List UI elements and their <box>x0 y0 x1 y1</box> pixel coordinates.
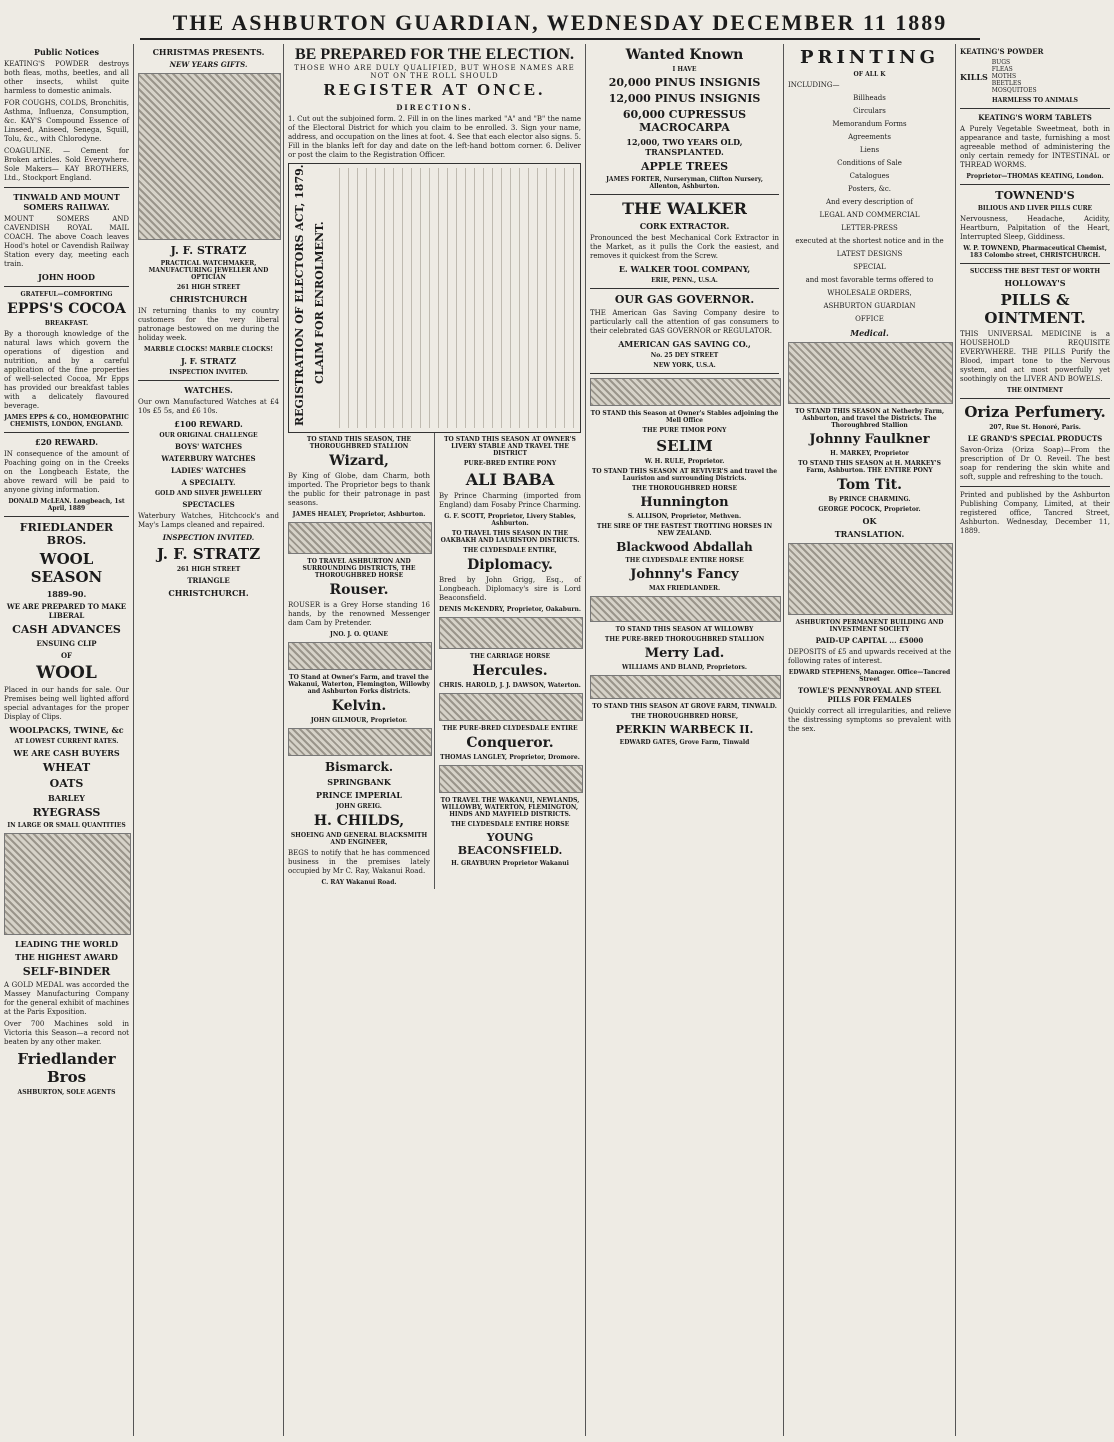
column-3 <box>284 44 586 1436</box>
prepared-line: WE ARE PREPARED TO MAKE LIBERAL <box>6 602 127 620</box>
printing-item: OFFICE <box>855 315 884 323</box>
hercules-signature: CHRIS. HAROLD, J. J. DAWSON, Waterton. <box>439 682 581 689</box>
wizard-text: By King of Globe, dam Charm, both imported. The Proprietor begs to thank the public for their patronage in past seasons. <box>288 472 430 507</box>
johnnys-head: THE CLYDESDALE ENTIRE HORSE <box>625 557 744 564</box>
watches-text: Our own Manufactured Watches at £4 10s £5 5s, and £6 10s. <box>138 398 279 415</box>
wheat-heading: WHEAT <box>42 761 91 774</box>
leading-text: A GOLD MEDAL was accorded the Massey Manufacturing Company for the general exhibit of machines at the Paris Exposition. <box>4 981 129 1016</box>
oats-heading: OATS <box>49 777 84 790</box>
prince-heading: PRINCE IMPERIAL <box>316 790 402 800</box>
hunnington-signature: S. ALLISON, Proprietor, Methven. <box>627 513 742 520</box>
stratz-address-2: 261 HIGH STREET <box>176 566 241 573</box>
stratz-trade: PRACTICAL WATCHMAKER, MANUFACTURING JEWELLER AND OPTICIAN <box>148 260 269 281</box>
ryegrass-heading: RYEGRASS <box>32 806 101 819</box>
harmless-label: HARMLESS TO ANIMALS <box>992 97 1078 104</box>
gas-company: AMERICAN GAS SAVING CO., <box>618 339 751 349</box>
childs-heading: H. CHILDS, <box>313 813 405 829</box>
keating-items <box>992 59 1037 94</box>
reward-100-heading: £100 REWARD. <box>174 419 243 429</box>
waterbury-watches: WATERBURY WATCHES <box>161 454 256 463</box>
merry-head: TO STAND THIS SEASON AT WILLOWBY <box>615 626 754 633</box>
keating-item: BUGS <box>991 59 1011 66</box>
of-line: OF <box>60 651 73 660</box>
printing-item: Liens <box>859 146 880 154</box>
gas-governor-text: THE American Gas Saving Company desire to particularly call the attention of gas consumers to their celebrated GAS GOVERNOR or REGULATOR. <box>590 309 779 335</box>
cupressus-2: 12,000, TWO YEARS OLD, TRANSPLANTED. <box>626 137 743 157</box>
horse-engraving-9 <box>788 342 953 404</box>
tomtit-head: TO STAND THIS SEASON at H. MARKEY'S Farm, Ashburton. THE ENTIRE PONY <box>798 460 941 474</box>
epps-subheading: BREAKFAST. <box>44 320 89 327</box>
wool-season-year: 1889-90. <box>46 589 87 599</box>
worm-tablets-text: A Purely Vegetable Sweetmeat, both in appearance and taste, furnishing a most agreeable method of administering the only certain remedy for INTESTINAL or THREAD WORMS. <box>960 125 1110 169</box>
horse-engraving-7 <box>590 596 781 622</box>
printing-list <box>788 94 951 323</box>
those-line: THOSE WHO ARE DULY QUALIFIED, BUT WHOSE NAMES ARE NOT ON THE ROLL SHOULD <box>294 64 575 80</box>
horse-engraving-2 <box>439 617 583 649</box>
printing-item: Conditions of Sale <box>837 159 902 167</box>
printing-item: Posters, &c. <box>848 185 891 193</box>
selim-sub: THE PURE TIMOR PONY <box>642 427 727 434</box>
pony-engraving <box>590 378 781 406</box>
stratz-heading: J. F. STRATZ <box>170 244 247 257</box>
boys-watches: BOYS' WATCHES <box>174 442 243 451</box>
paid-up-capital: PAID-UP CAPITAL ... £5000 <box>815 636 924 645</box>
gas-governor-heading: OUR GAS GOVERNOR. <box>614 293 755 306</box>
keating-item: MOTHS <box>991 73 1017 80</box>
holloway-heading: HOLLOWAY'S <box>1004 278 1066 288</box>
hunnington-sub: THE THOROUGHBRED HORSE <box>631 485 738 492</box>
rouser-heading: Rouser. <box>329 582 389 598</box>
register-heading: REGISTER AT ONCE. <box>323 80 546 99</box>
stratz-address: 261 HIGH STREET <box>176 284 241 291</box>
original-challenge: OUR ORIGINAL CHALLENGE <box>159 432 258 439</box>
printing-item: Billheads <box>853 94 886 102</box>
alibaba-text: By Prince Charming (imported from England) dam Fosaby Prince Charming. <box>439 492 581 509</box>
walker-company: E. WALKER TOOL COMPANY, <box>618 264 751 274</box>
ok-heading: OK <box>862 516 877 526</box>
young-head: TO TRAVEL THE WAKANUI, NEWLANDS, WILLOWBY, WATERTON, FLEMINGTON, HINDS AND MAYFIELD DISTRICTS. <box>440 797 580 818</box>
of-all-kinds: OF ALL K <box>853 71 886 78</box>
diplomacy-text: Bred by John Grigg, Esq., of Longbeach. Diplomacy's sire is Lord Beaconsfield. <box>439 576 581 602</box>
ashburton-society-signature: EDWARD STEPHENS, Manager. Office—Tancred Street <box>788 669 951 683</box>
friedlander-heading: FRIEDLANDER BROS. <box>19 521 114 547</box>
self-binder-heading: SELF-BINDER <box>22 965 111 978</box>
printing-item: And every description of <box>825 198 914 206</box>
printing-item: Circulars <box>853 107 886 115</box>
pinus-1: 20,000 PINUS INSIGNIS <box>608 76 761 89</box>
column-6 <box>956 44 1114 1436</box>
self-binder-engraving <box>4 833 131 935</box>
watches-heading: WATCHES. <box>184 385 233 395</box>
public-notices-heading: Public Notices <box>33 47 99 57</box>
railway-heading: TINWALD AND MOUNT SOMERS RAILWAY. <box>13 192 120 212</box>
ointment-heading: THE OINTMENT <box>1007 387 1063 394</box>
rouser-text: ROUSER is a Grey Horse standing 16 hands, by the renowned Messenger dam Cam by Pretender. <box>288 601 430 627</box>
walker-heading: THE WALKER <box>622 199 747 218</box>
perkin-heading: PERKIN WARBECK II. <box>615 723 754 736</box>
tomtit-signature: GEORGE POCOCK, Proprietor. <box>818 506 921 513</box>
stratz-heading-2: J. F. STRATZ <box>180 356 237 366</box>
diplomacy-sub: THE CLYDESDALE ENTIRE, <box>463 547 557 554</box>
barley-heading: BARLEY <box>47 793 86 803</box>
triangle: TRIANGLE <box>187 576 230 585</box>
cork-heading: CORK EXTRACTOR. <box>639 221 730 231</box>
sole-agents: ASHBURTON, SOLE AGENTS <box>17 1089 116 1096</box>
alibaba-sub: PURE-BRED ENTIRE PONY <box>463 460 557 467</box>
column-4 <box>586 44 784 1436</box>
epps-text: By a thorough knowledge of the natural laws which govern the operations of digestion and nutrition, and by a careful application of the fine properties of well-selected Cocoa, Mr Epps has provided our breakfast tables with a delicately flavoured beverage. <box>4 330 129 410</box>
perkin-sub: THE THOROUGHBRED HORSE, <box>630 713 739 720</box>
printing-item: Agreements <box>848 133 891 141</box>
specialist-engraving <box>788 543 953 615</box>
young-signature: H. GRAYBURN Proprietor Wakanui <box>451 860 569 867</box>
wizard-signature: JAMES HEALEY, Proprietor, Ashburton. <box>292 511 426 518</box>
woolpacks-heading: WOOLPACKS, TWINE, &c <box>9 725 124 735</box>
reward-heading: £20 REWARD. <box>35 437 98 447</box>
johnny-faulkner-signature: H. MARKEY, Proprietor <box>830 450 909 457</box>
highest-award: THE HIGHEST AWARD <box>15 952 118 962</box>
springbank-heading: SPRINGBANK <box>327 777 391 787</box>
diplomacy-head: TO TRAVEL THIS SEASON IN THE OAKBAKH AND LAURISTON DISTRICTS. <box>440 530 580 544</box>
christmas-heading: CHRISTMAS PRESENTS. <box>152 47 265 57</box>
horse-engraving-3 <box>288 642 432 670</box>
imprint: Printed and published by the Ashburton Publishing Company, Limited, at their registered office, Tancred Street, Ashburton. Wednesday, December 11, 1889. <box>960 491 1110 535</box>
keatings-notice: KEATING'S POWDER destroys both fleas, moths, beetles, and all other insects, whilst quite harmless to domestic animals. <box>4 60 129 95</box>
wizard-head: TO STAND THIS SEASON, THE THOROUGHBRED STALLION <box>306 436 412 450</box>
medical-heading: Medical. <box>850 328 889 338</box>
rouser-signature: JNO. J. O. QUANE <box>330 631 388 638</box>
kills-label: KILLS <box>960 71 988 82</box>
townend-signature: W. P. TOWNEND, Pharmaceutical Chemist, 183 Colombo street, CHRISTCHURCH. <box>963 245 1107 259</box>
kelvin-signature: JOHN GILMOUR, Proprietor. <box>310 717 408 724</box>
a-specialty: A SPECIALTY. <box>181 478 236 487</box>
column-2 <box>134 44 284 1436</box>
keating-item: FLEAS <box>991 66 1013 73</box>
horse-engraving-6 <box>439 765 583 793</box>
johnny-faulkner-head: TO STAND THIS SEASON at Netherby Farm, Ashburton, and travel the Districts. The Thoroughbred Stallion <box>794 408 945 429</box>
epps-tagline: GRATEFUL—COMFORTING <box>20 291 113 298</box>
wanted-known: Wanted Known <box>625 47 744 63</box>
keating-item: MOSQUITOES <box>991 87 1037 94</box>
wool-season-heading: WOOL SEASON <box>30 550 103 586</box>
horse-engraving-8 <box>590 675 781 699</box>
printing-item: LETTER-PRESS <box>841 224 898 232</box>
selim-signature: W. H. RULE, Proprietor. <box>644 458 725 465</box>
diplomacy-heading: Diplomacy. <box>467 557 553 573</box>
ensuing-clip: ENSUING CLIP <box>36 639 97 648</box>
printing-item: SPECIAL <box>853 263 886 271</box>
cash-advances-heading: CASH ADVANCES <box>12 623 121 636</box>
conqueror-signature: THOMAS LANGLEY, Proprietor, Dromore. <box>440 754 580 761</box>
merry-lad-heading: Merry Lad. <box>644 646 725 661</box>
over-700-text: Over 700 Machines sold in Victoria this Season—a record not beaten by any other maker. <box>4 1020 129 1046</box>
selim-head: TO STAND this Season at Owner's Stables adjoining the Mell Office <box>590 410 779 424</box>
stratz-text: IN returning thanks to my country customers for the very liberal patronage bestowed on me during the holiday week. <box>138 307 279 342</box>
keating-heading: KEATING'S POWDER <box>960 47 1044 56</box>
pinus-2: 12,000 PINUS INSIGNIS <box>608 92 761 105</box>
hercules-heading: Hercules. <box>472 663 548 679</box>
inspection-invited: INSPECTION INVITED. <box>169 369 248 376</box>
wizard-ad <box>288 433 430 889</box>
coughs-notice: FOR COUGHS, COLDS, Bronchitis, Asthma, Influenza, Consumption, &c. KAY'S Compound Essence of Linseed, Aniseed, Senega, Squill, Tolu, &c., with Chlorodyne. <box>4 99 129 143</box>
pills-ointment-heading: PILLS & OINTMENT. <box>984 291 1086 327</box>
young-sub: THE CLYDESDALE ENTIRE HORSE <box>450 821 570 828</box>
printing-item: executed at the shortest notice and in the <box>795 237 944 245</box>
gas-ny: NEW YORK, U.S.A. <box>653 362 716 369</box>
alibaba-heading: ALI BABA <box>465 470 555 489</box>
childs-subheading: SHOEING AND GENERAL BLACKSMITH AND ENGINEER, <box>290 832 428 846</box>
directions-text: 1. Cut out the subjoined form. 2. Fill in on the lines marked "A" and "B" the name of the Electoral District for which you claim to be enrolled. 3. Sign your name, address, and occupation on the lines at foot. 4. See that each elector also signs. 5. Fill in the blanks left for day and date on the left-hand bottom corner. 6. Deliver or post the claim to the Registration Officer. <box>288 115 581 159</box>
railway-text: MOUNT SOMERS AND CAVENDISH ROYAL MAIL COACH. The above Coach leaves Hood's hotel or Cavendish Railway Station every day, meeting each train. <box>4 215 129 268</box>
printing-item: Memorandum Forms <box>832 120 907 128</box>
i-have: I HAVE <box>672 66 697 73</box>
spectacles: SPECTACLES <box>182 500 235 509</box>
perkin-head: TO STAND THIS SEASON AT GROVE FARM, TINWALD. <box>592 703 777 710</box>
conqueror-heading: Conqueror. <box>466 735 554 751</box>
horse-engraving-5 <box>288 728 432 756</box>
form-body <box>339 168 576 428</box>
printing-item: and most favorable terms offered to <box>805 276 934 284</box>
townend-sub: BILIOUS AND LIVER PILLS CURE <box>977 205 1093 212</box>
wizard-heading: Wizard, <box>329 453 389 469</box>
reward-text: IN consequence of the amount of Poaching going on in the Creeks on the Longbeach Estate, the above reward will be paid to anyone giving information. <box>4 450 129 494</box>
oriza-sub: LE GRAND'S SPECIAL PRODUCTS <box>967 434 1103 443</box>
translation-heading: TRANSLATION. <box>834 529 905 539</box>
johnnys-fancy-heading: Johnny's Fancy <box>630 567 739 582</box>
johnny-faulkner-heading: Johnny Faulkner <box>809 432 930 447</box>
towle-heading: TOWLE'S PENNYROYAL AND STEEL PILLS FOR FEMALES <box>798 686 941 704</box>
alibaba-signature: G. F. SCOTT, Proprietor, Livery Stables, Ashburton. <box>444 513 576 527</box>
christchurch-heading-2: CHRISTCHURCH. <box>168 588 249 598</box>
bismarck-heading: Bismarck. <box>324 760 394 774</box>
ryegrass-sub: IN LARGE OR SMALL QUANTITIES <box>7 822 126 829</box>
apple-signature: JAMES FORTER, Nurseryman, Clifton Nursery, Allenton, Ashburton. <box>606 176 763 190</box>
enrolment-form <box>288 163 581 433</box>
hunnington-head: TO STAND THIS SEASON AT REVIVER'S and travel the Lauriston and surrounding Districts. <box>591 468 778 482</box>
erie: ERIE, PENN., U.S.A. <box>651 277 718 284</box>
kelvin-head: TO Stand at Owner's Farm, and travel the Wakanui, Waterton, Flemington, Willowby and Ashburton Forks districts. <box>288 674 430 695</box>
rouser-head: TO TRAVEL ASHBURTON AND SURROUNDING DISTRICTS, THE THOROUGHBRED HORSE <box>302 558 416 579</box>
cork-text: Pronounced the best Mechanical Cork Extractor in the Market, as it pulls the Cork the easiest, and removes it quickest from the Screw. <box>590 234 779 260</box>
printing-item: Catalogues <box>849 172 890 180</box>
worm-tablets-heading: KEATING'S WORM TABLETS <box>978 113 1092 122</box>
keating-item: BEETLES <box>991 80 1022 87</box>
printing-item: WHOLESALE ORDERS, <box>827 289 912 297</box>
horse-engraving-4 <box>439 693 583 721</box>
oriza-heading: Oriza Perfumery. <box>964 403 1106 421</box>
ashburton-society-head: ASHBURTON PERMANENT BUILDING AND INVESTMENT SOCIETY <box>795 619 944 633</box>
alibaba-head: TO STAND THIS SEASON AT OWNER'S LIVERY STABLE AND TRAVEL THE DISTRICT <box>444 436 576 457</box>
lowest-rates: AT LOWEST CURRENT RATES. <box>14 738 119 745</box>
towle-text: Quickly correct all irregularities, and relieve the distressing symptoms so prevalent with the sex. <box>788 707 951 733</box>
clock-engraving <box>138 73 281 240</box>
inspection-invited-2: INSPECTION INVITED. <box>162 533 255 542</box>
column-5 <box>784 44 956 1436</box>
epps-signature: JAMES EPPS & CO., HOMŒOPATHIC CHEMISTS, LONDON, ENGLAND. <box>4 414 129 428</box>
railway-signature: JOHN HOOD <box>38 272 95 282</box>
childs-text: BEGS to notify that he has commenced business in the premises lately occupied by Mr C. Ray, Wakanui Road. <box>288 849 430 875</box>
holloway-text: THIS UNIVERSAL MEDICINE is a HOUSEHOLD REQUISITE EVERYWHERE. THE PILLS Purify the Blood, impart tone to the Nervous system, and act most powerfully yet soothingly on the LIVER AND BOWELS. <box>960 330 1110 383</box>
masthead: THE ASHBURTON GUARDIAN, WEDNESDAY DECEMBER 11 1889 <box>140 8 980 40</box>
printing-item: LATEST DESIGNS <box>836 250 903 258</box>
reward-signature: DONALD McLEAN. Longbeach, 1st April, 1889 <box>8 498 125 512</box>
blackwood-head: THE SIRE OF THE FASTEST TROTTING HORSES IN NEW ZEALAND. <box>596 523 773 537</box>
cash-buyers: WE ARE CASH BUYERS <box>13 748 120 758</box>
coaguline-notice: COAGULINE. — Cement for Broken articles. Sold Everywhere. Sole Makers— KAY BROTHERS, Ltd., Stockport England. <box>4 147 129 182</box>
tomtit-heading: Tom Tit. <box>837 477 902 493</box>
horse-engraving-1 <box>288 522 432 554</box>
hercules-head: THE CARRIAGE HORSE <box>469 653 551 660</box>
gas-address: No. 25 DEY STREET <box>650 352 719 359</box>
merry-sub: THE PURE-BRED THOROUGHBRED STALLION <box>604 636 765 643</box>
wool-text: Placed in our hands for sale. Our Premises being well lighted afford special advantages for the proper Display of Clips. <box>4 686 129 721</box>
stratz-heading-3: J. F. STRATZ <box>156 545 261 563</box>
townend-text: Nervousness, Headache, Acidity, Heartburn, Palpitation of the Heart, Interrupted Sleep, Giddiness. <box>960 215 1110 241</box>
form-title: REGISTRATION OF ELECTORS ACT, 1879. <box>293 164 306 426</box>
townend-heading: TOWNEND'S <box>995 189 1075 202</box>
printing-heading: PRINTING <box>799 47 939 68</box>
worm-signature: Proprietor—THOMAS KEATING, London. <box>966 173 1104 180</box>
repairs-text: Waterbury Watches, Hitchcock's and May's Lamps cleaned and repaired. <box>138 512 279 529</box>
blackwood-heading: Blackwood Abdallah <box>616 540 753 554</box>
ashburton-society-text: DEPOSITS of £5 and upwards received at the following rates of interest. <box>788 648 951 665</box>
cupressus: 60,000 CUPRESSUS MACROCARPA <box>622 108 747 134</box>
alibaba-ad <box>434 433 581 889</box>
young-heading: YOUNG BEACONSFIELD. <box>457 831 563 857</box>
directions-heading: DIRECTIONS. <box>396 103 473 112</box>
printing-item: ASHBURTON GUARDIAN <box>823 302 916 310</box>
marble-clocks: MARBLE CLOCKS! MARBLE CLOCKS! <box>144 346 273 353</box>
epps-cocoa-heading: EPPS'S COCOA <box>7 301 126 317</box>
tomtit-sire: By PRINCE CHARMING. <box>828 496 911 503</box>
childs-signature: C. RAY Wakanui Road. <box>321 879 397 886</box>
diplomacy-signature: DENIS McKENDRY, Proprietor, Oakaburn. <box>439 606 581 613</box>
kelvin-heading: Kelvin. <box>331 698 387 714</box>
perkin-signature: EDWARD GATES, Grove Farm, Tinwald <box>619 739 750 746</box>
merry-signature: WILLIAMS AND BLAND, Proprietors. <box>621 664 748 671</box>
hunnington-heading: Hunnington <box>640 495 729 510</box>
johnnys-signature: MAX FRIEDLANDER. <box>648 585 721 592</box>
prince-signature: JOHN GREIG. <box>336 803 382 810</box>
oriza-address: 207, Rue St. Honoré, Paris. <box>989 424 1081 431</box>
friedlander-footer: Friedlander Bros <box>17 1050 116 1086</box>
christchurch-heading: CHRISTCHURCH <box>169 294 248 304</box>
column-1 <box>0 44 134 1436</box>
ladies-watches: LADIES' WATCHES <box>171 466 246 475</box>
success-line: SUCCESS THE BEST TEST OF WORTH <box>969 268 1101 275</box>
leading-world-heading: LEADING THE WORLD <box>14 939 119 949</box>
including: INCLUDING— <box>788 81 840 89</box>
conqueror-head: THE PURE-BRED CLYDESDALE ENTIRE <box>442 725 578 732</box>
form-subtitle: CLAIM FOR ENROLMENT. <box>313 221 326 384</box>
wool-heading: WOOL <box>36 663 97 683</box>
apple-trees: APPLE TREES <box>640 160 729 173</box>
selim-heading: SELIM <box>656 437 713 455</box>
printing-item: LEGAL AND COMMERCIAL <box>819 211 920 219</box>
oriza-text: Savon-Oriza (Oriza Soap)—From the prescription of Dr O. Reveil. The best soap for rendering the skin white and soft, supple and refreshing to the touch. <box>960 446 1110 481</box>
new-years-gifts: NEW YEARS GIFTS. <box>169 60 248 69</box>
gold-silver: GOLD AND SILVER JEWELLERY <box>154 490 263 497</box>
election-banner: BE PREPARED FOR THE ELECTION. <box>294 46 574 63</box>
